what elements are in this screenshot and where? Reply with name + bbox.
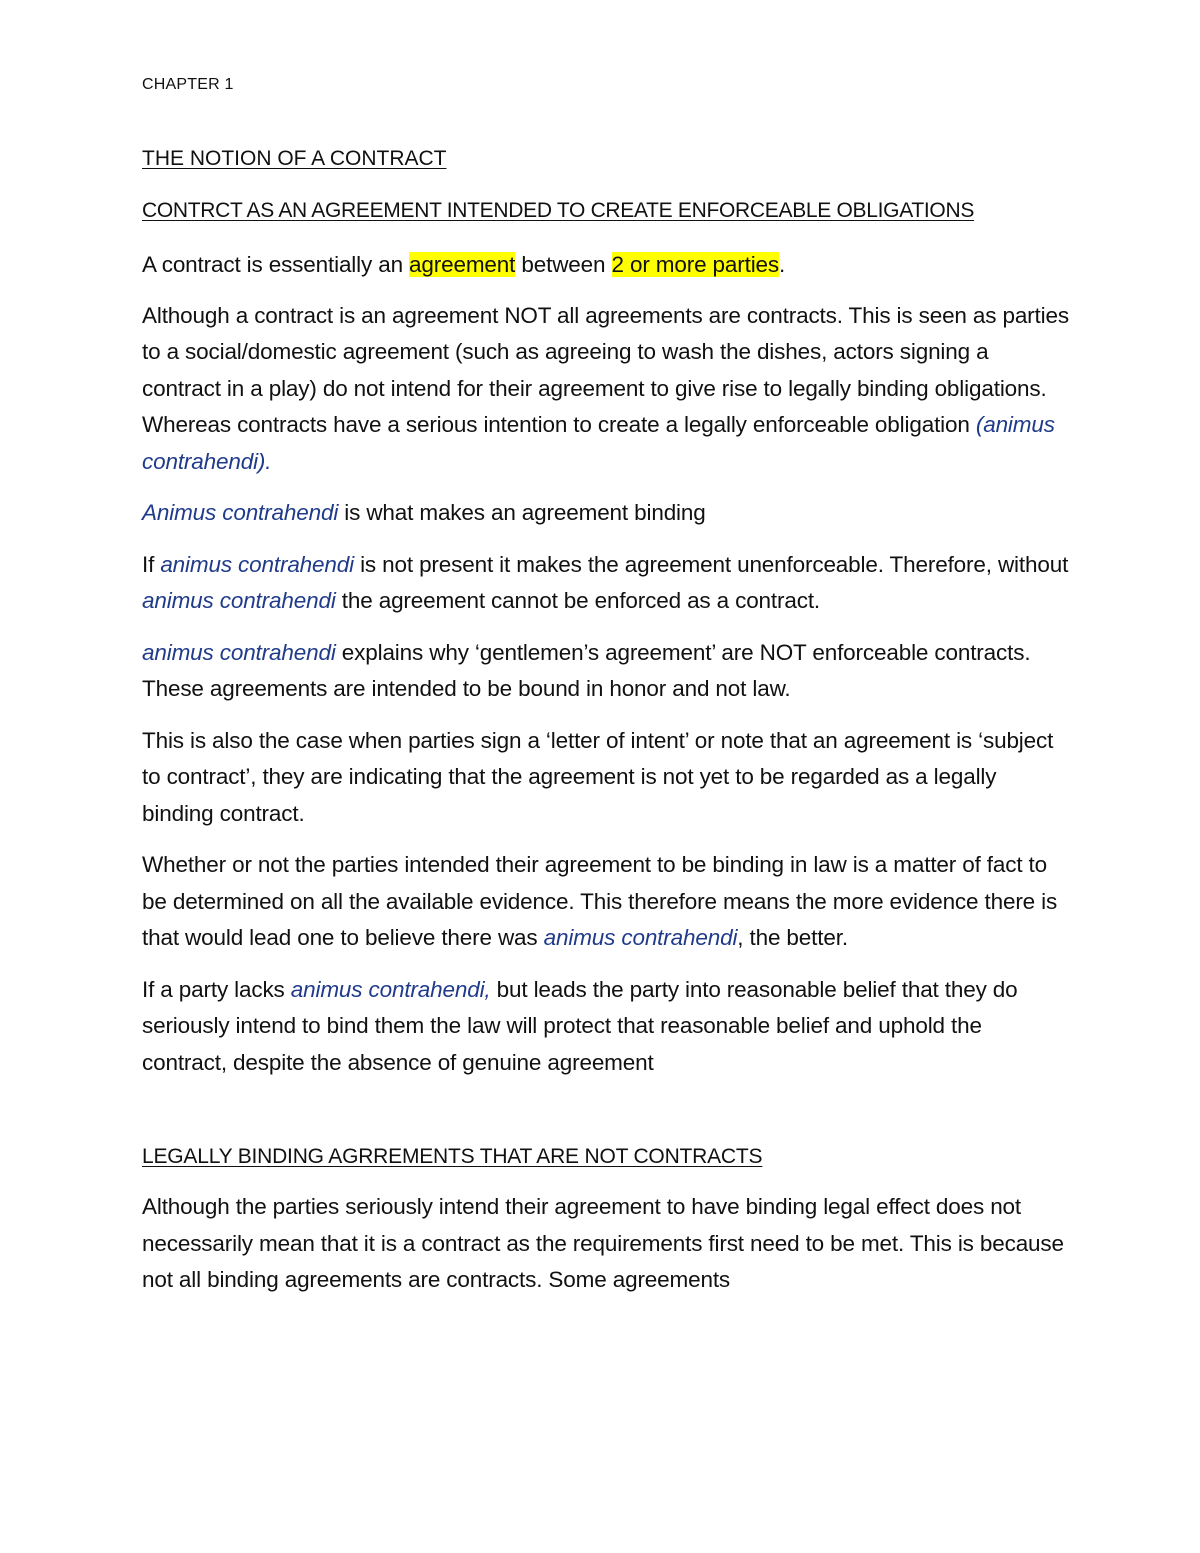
highlight-agreement: agreement [409, 252, 516, 277]
heading-contract-as-agreement: CONTRCT AS AN AGREEMENT INTENDED TO CREATE ENFORCEABLE OBLIGATIONS [142, 199, 975, 222]
text-run: but leads the party into reasonable belief that they do seriously intend to bind them the law will protect that reasonable belief and uphold the contract, despite the absence of genuine agreement [142, 976, 1018, 1075]
text-run: If a party lacks [142, 976, 291, 1002]
text-run: . [779, 252, 786, 277]
text-run: A contract is essentially an [142, 252, 410, 277]
paragraph-matter-of-fact [142, 847, 1072, 957]
text-run: explains why ‘gentlemen’s agreement’ are NOT enforceable contracts. These agreements are intended to be bound in honor and not law. [142, 639, 1031, 701]
text-run: Although a contract is an agreement NOT all agreements are contracts. This is seen as parties to a social/domestic agreement (such as agreeing to wash the dishes, actors signing a contract in a play) do not intend for their agreement to give rise to legally binding obligations. Whereas contracts have a serious intention to create a legally enforceable obligation [142, 302, 1069, 437]
text-run: If [142, 551, 161, 577]
chapter-header: CHAPTER 1 [142, 76, 234, 93]
paragraph-binding-not-contracts: Although the parties seriously intend their agreement to have binding legal effect does not necessarily mean that it is a contract as the requirements first need to be met. This is because not all binding agreements are contracts. Some agreements [142, 1194, 1064, 1292]
paragraph-reasonable-belief [142, 972, 1072, 1082]
latin-term: (animus contrahendi). [142, 412, 1055, 474]
paragraph-unenforceable [142, 547, 1072, 620]
latin-term: animus contrahendi, [290, 976, 491, 1002]
highlight-parties: 2 or more parties [611, 252, 780, 277]
paragraph-gentlemens-agreement [142, 635, 1072, 708]
paragraph-definition [142, 247, 1072, 284]
paragraph-not-all-agreements [142, 298, 1072, 481]
paragraph-letter-of-intent: This is also the case when parties sign a ‘letter of intent’ or note that an agreement is ‘subject to contract’, they are indicating that the agreement is not yet to be regarded as a legally binding contract. [142, 727, 1054, 826]
paragraph-animus-binding [142, 495, 1072, 532]
latin-term: Animus contrahendi [142, 500, 339, 525]
heading-notion-of-contract: THE NOTION OF A CONTRACT [142, 147, 447, 170]
latin-term: animus contrahendi [142, 588, 336, 613]
text-run: , the better. [737, 925, 848, 950]
text-run: is what makes an agreement binding [338, 500, 706, 525]
text-run: between [515, 252, 612, 277]
latin-term: animus contrahendi [142, 639, 336, 665]
text-run: is not present it makes the agreement unenforceable. Therefore, without [353, 551, 1069, 577]
latin-term: animus contrahendi [543, 925, 738, 950]
heading-legally-binding: LEGALLY BINDING AGRREMENTS THAT ARE NOT CONTRACTS [142, 1145, 763, 1168]
document-body [142, 145, 1072, 1314]
text-run: Whether or not the parties intended their agreement to be binding in law is a matter of fact to be determined on all the available evidence. This therefore means the more evidence there is that would lead one to believe there was [142, 852, 1058, 950]
latin-term: animus contrahendi [160, 551, 354, 577]
text-run: the agreement cannot be enforced as a contract. [335, 588, 821, 613]
